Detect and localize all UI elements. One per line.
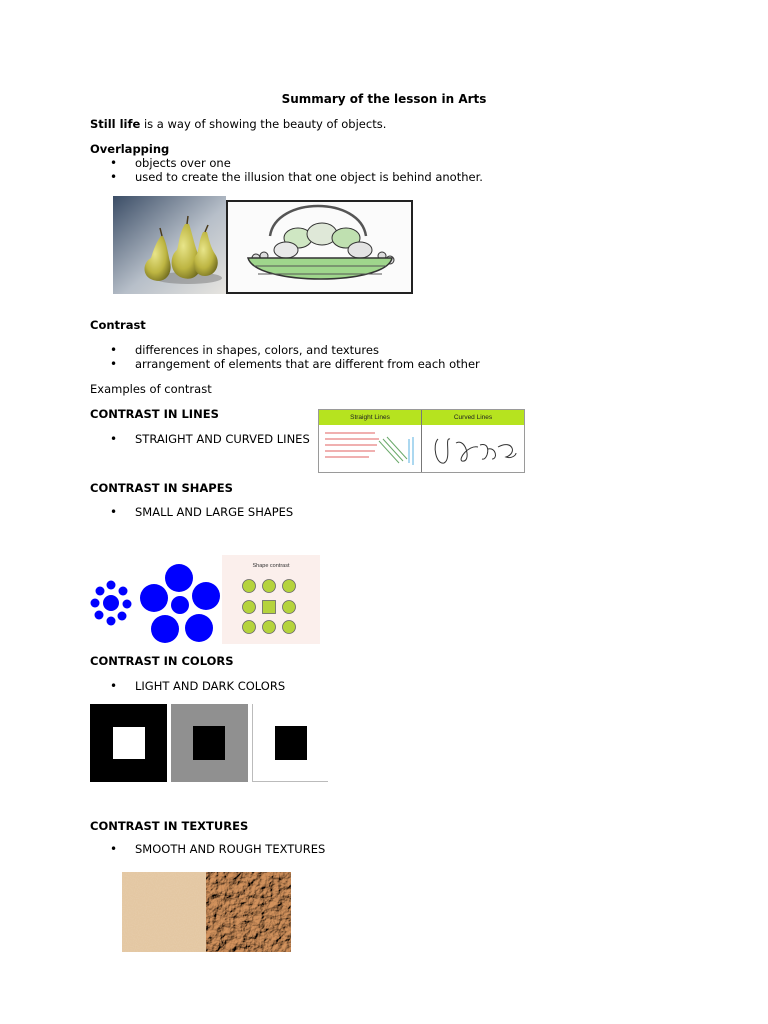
black-inner-square bbox=[275, 726, 307, 760]
small-petal-circle bbox=[118, 612, 127, 621]
large-center-circle bbox=[171, 596, 189, 614]
contrast-heading: Contrast bbox=[90, 318, 146, 332]
small-petal-circle bbox=[107, 581, 116, 590]
small-petal-circle bbox=[123, 600, 132, 609]
small-center-circle bbox=[103, 595, 119, 611]
black-inner-square bbox=[193, 726, 225, 760]
pears-image bbox=[113, 196, 226, 294]
intro-paragraph bbox=[90, 117, 386, 131]
grid-square bbox=[263, 601, 276, 614]
small-petal-circle bbox=[107, 617, 116, 626]
shapes-list bbox=[90, 505, 293, 519]
grid-circle bbox=[283, 580, 296, 593]
shape-contrast-panel bbox=[222, 555, 320, 644]
grid-circle bbox=[283, 621, 296, 634]
list-item: • arrangement of elements that are different from each other bbox=[90, 357, 480, 371]
circle-size-contrast-image bbox=[90, 563, 220, 645]
small-petal-circle bbox=[95, 611, 104, 620]
colors-heading: CONTRAST IN COLORS bbox=[90, 654, 234, 668]
lines-table-image bbox=[318, 409, 525, 473]
fruit-basket-image bbox=[226, 200, 413, 294]
black-swatch bbox=[90, 704, 167, 782]
small-petal-circle bbox=[119, 587, 128, 596]
curved-lines-header: Curved Lines bbox=[453, 414, 493, 421]
grid-circle bbox=[243, 580, 256, 593]
white-inner-square bbox=[113, 727, 145, 759]
grid-circle bbox=[283, 601, 296, 614]
contrast-list bbox=[90, 343, 480, 371]
large-petal-circle bbox=[151, 615, 179, 643]
straight-lines-header: Straight Lines bbox=[319, 410, 422, 425]
large-petal-circle bbox=[185, 614, 213, 642]
page-title: Summary of the lesson in Arts bbox=[281, 92, 487, 106]
small-petal-circle bbox=[91, 599, 100, 608]
list-item: • STRAIGHT AND CURVED LINES bbox=[90, 432, 310, 446]
textures-heading: CONTRAST IN TEXTURES bbox=[90, 819, 249, 833]
large-petal-circle bbox=[165, 564, 193, 592]
gray-swatch bbox=[171, 704, 248, 782]
texture-contrast-image bbox=[122, 872, 291, 952]
grid-circle bbox=[243, 621, 256, 634]
small-petal-circle bbox=[96, 587, 105, 596]
curved-lines-cell bbox=[422, 425, 524, 472]
shape-grid bbox=[239, 577, 303, 637]
smooth-texture bbox=[122, 872, 206, 952]
curved-lines-drawing bbox=[422, 425, 524, 472]
shapes-heading: CONTRAST IN SHAPES bbox=[90, 481, 233, 495]
intro-term: Still life bbox=[90, 117, 141, 131]
lines-heading: CONTRAST IN LINES bbox=[90, 407, 219, 421]
straight-lines-drawing bbox=[319, 425, 421, 472]
white-swatch bbox=[252, 704, 328, 782]
grid-circle bbox=[243, 601, 256, 614]
grid-circle bbox=[263, 621, 276, 634]
overlapping-list bbox=[90, 156, 483, 184]
list-item: • SMOOTH AND ROUGH TEXTURES bbox=[90, 842, 325, 856]
list-item: • differences in shapes, colors, and textures bbox=[90, 343, 480, 357]
list-item: • SMALL AND LARGE SHAPES bbox=[90, 505, 293, 519]
examples-label: Examples of contrast bbox=[90, 382, 212, 396]
large-petal-circle bbox=[192, 582, 220, 610]
overlapping-heading: Overlapping bbox=[90, 142, 170, 156]
colors-list bbox=[90, 679, 285, 693]
list-item: • LIGHT AND DARK COLORS bbox=[90, 679, 285, 693]
intro-definition: is a way of showing the beauty of objects. bbox=[140, 117, 387, 131]
straight-lines-cell bbox=[319, 425, 422, 472]
list-item: • used to create the illusion that one object is behind another. bbox=[90, 170, 483, 184]
large-petal-circle bbox=[140, 584, 168, 612]
textures-list bbox=[90, 842, 325, 856]
rough-texture bbox=[206, 872, 291, 952]
list-item: • objects over one bbox=[90, 156, 483, 170]
shape-contrast-title: Shape contrast bbox=[252, 563, 290, 569]
grid-circle bbox=[263, 580, 276, 593]
lines-list bbox=[90, 432, 310, 446]
